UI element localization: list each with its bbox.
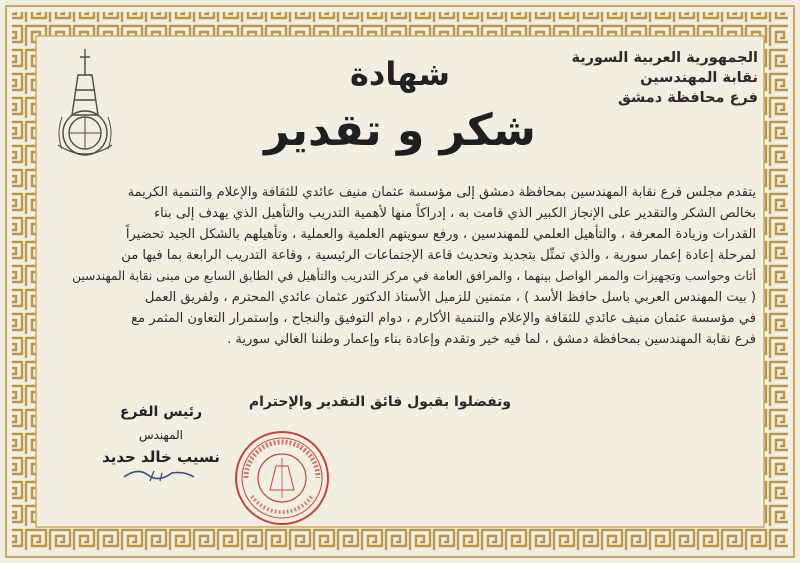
- body-line: يتقدم مجلس فرع نقابة المهندسين بمحافظة دمشق إلى مؤسسة عثمان منيف عائدي للثقافة والإعلام والتنمية الكريمة: [127, 185, 756, 200]
- official-stamp: [232, 428, 332, 528]
- header-branch: فرع محافظة دمشق: [617, 90, 758, 106]
- header-country: الجمهورية العربية السورية: [571, 50, 758, 66]
- closing-salutation: وتفضلوا بقبول فائق التقدير والإحترام: [248, 394, 512, 410]
- body-line: فرع نقابة المهندسين بمحافظة دمشق ، لما فيه خير وتقدم وإعادة بناء وإعمار وطننا الغالي سورية .: [227, 332, 756, 347]
- certificate-title: شهادة: [350, 55, 450, 93]
- signatory-name: نسيب خالد حديد: [102, 448, 220, 466]
- body-line: لمرحلة إعادة إعمار سورية ، والذي تمثّل بتجديد وتحديث قاعة الإجتماعات الرئيسية ، وقاعة التدريب الرابعة بما فيها من: [121, 248, 756, 263]
- body-line: في مؤسسة عثمان منيف عائدي للثقافة والإعلام والتنمية الأكارم ، دوام التوفيق والنجاح ، وإستمرار التعاون المثمر مع: [131, 311, 756, 326]
- header-syndicate: نقابة المهندسين: [640, 70, 758, 86]
- body-line: بخالص الشكر والتقدير على الإنجاز الكبير الذي قامت به ، إدراكاً منها لأهمية التدريب والتأهيل الذي يهدف إلى بناء: [153, 206, 756, 221]
- signatory-block: [86, 404, 236, 466]
- body-line: القدرات وزيادة المعرفة ، والتأهيل العلمي للمهندسين ، ورفع سويتهم العلمية والعملية ، وتأهيلهم بالشكل الجيد تحضيراً: [125, 227, 756, 242]
- signatory-title: المهندس: [138, 428, 184, 442]
- handwritten-signature: [120, 463, 200, 487]
- signatory-role: رئيس الفرع: [119, 404, 203, 420]
- body-line: أثاث وحواسب وتجهيزات والممر الواصل بينهما ، والمرافق العامة في مركز التدريب والتأهيل في الطابق السابع من مبنى نقابة المهندسين: [72, 269, 756, 283]
- certificate-body: [44, 182, 756, 350]
- issuer-header: [558, 48, 758, 108]
- body-line: ( بيت المهندس العربي باسل حافظ الأسد ) ، متمنين للزميل الأستاذ الدكتور عثمان عائدي المحترم ، ولفريق العمل: [144, 290, 756, 305]
- engineers-syndicate-logo: [50, 45, 120, 160]
- certificate-subtitle: شكر و تقدير: [264, 105, 536, 156]
